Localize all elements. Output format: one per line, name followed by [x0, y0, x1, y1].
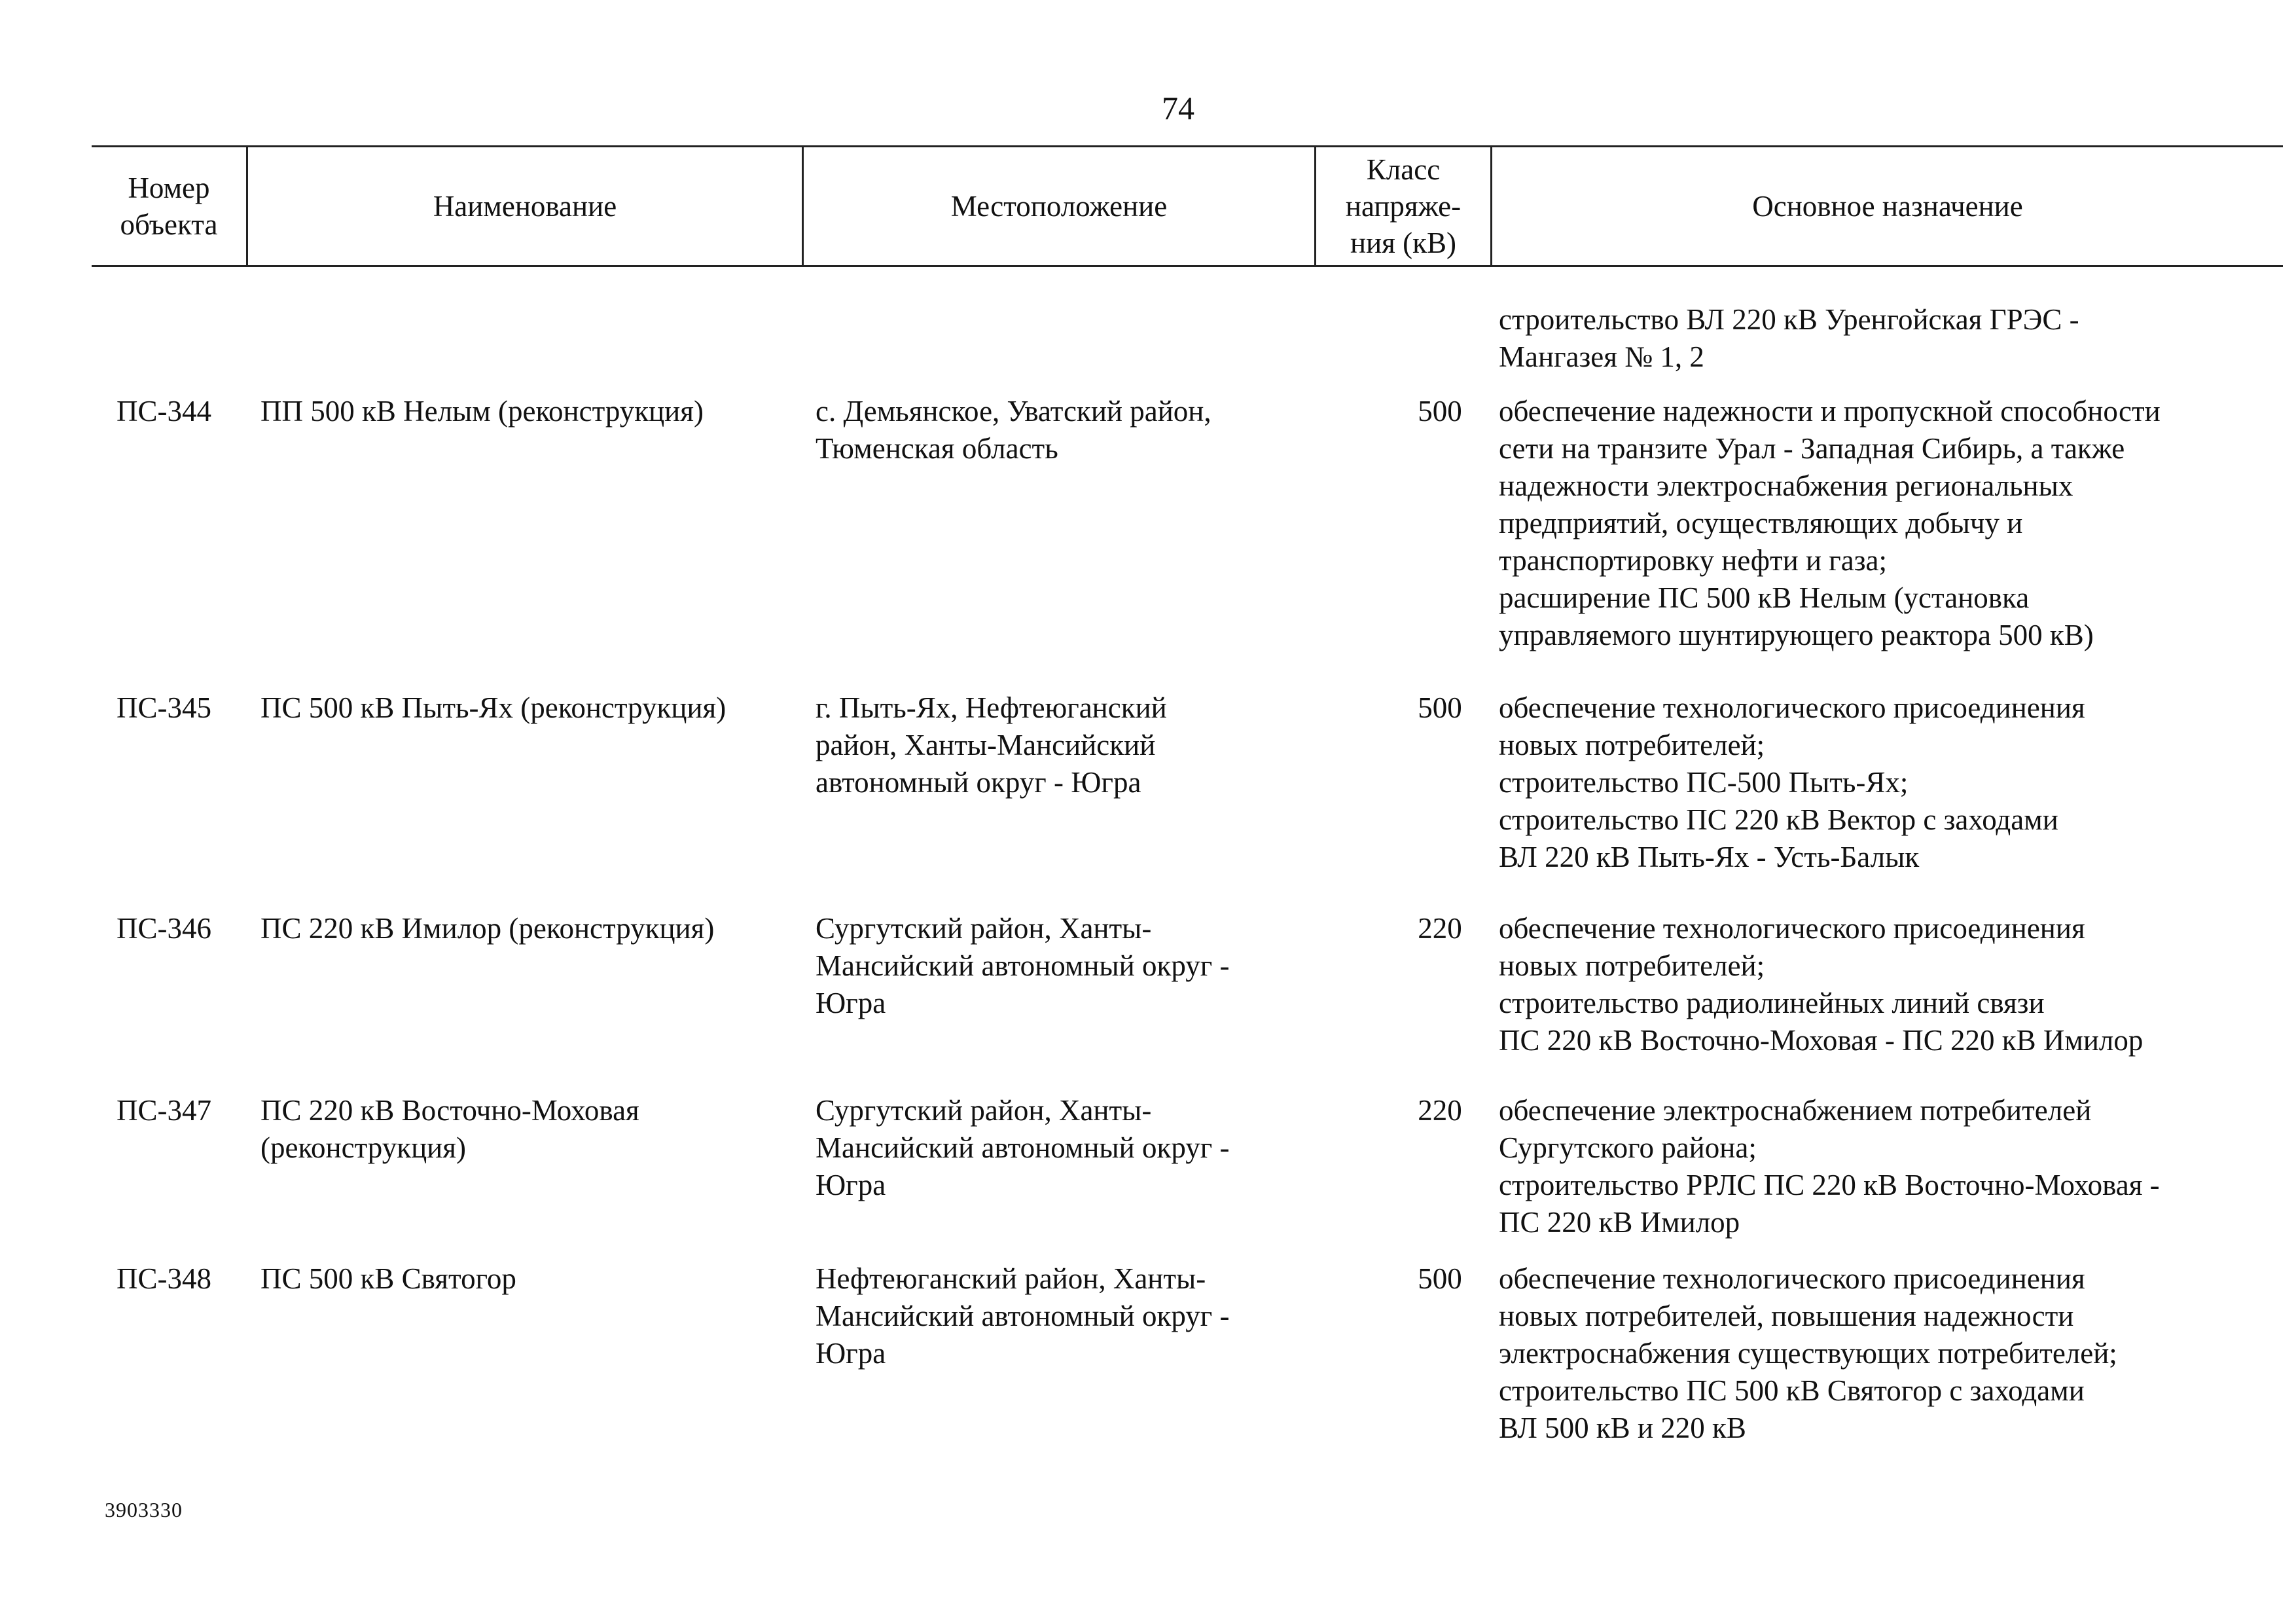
object-voltage: 500 — [1418, 691, 1462, 724]
object-location-line: район, Ханты-Мансийский — [816, 729, 1156, 761]
object-location — [816, 1092, 1313, 1204]
page-number: 74 — [1162, 90, 1194, 126]
object-purpose-line: управляемого шунтирующего реактора 500 кВ) — [1499, 619, 2094, 651]
object-purpose-line: новых потребителей, повышения надежности — [1499, 1300, 2074, 1332]
object-purpose-line: расширение ПС 500 кВ Нелым (установка — [1499, 581, 2030, 614]
object-purpose-line: электроснабжения существующих потребителей; — [1499, 1337, 2117, 1370]
object-name-line: ПС 500 кВ Пыть-Ях (реконструкция) — [260, 691, 726, 724]
object-purpose — [1499, 393, 2278, 654]
header-location: Местоположение — [950, 190, 1168, 223]
object-number: ПС-344 — [117, 395, 211, 428]
object-purpose-line: ПС 220 кВ Восточно-Моховая - ПС 220 кВ Имилор — [1499, 1024, 2144, 1057]
object-purpose — [1499, 1092, 2278, 1241]
object-location — [816, 689, 1313, 801]
object-purpose — [1499, 1260, 2278, 1447]
header-voltage-line: ния (кВ) — [1350, 227, 1456, 259]
object-number: ПС-346 — [117, 912, 211, 945]
object-voltage: 500 — [1418, 395, 1462, 428]
object-name — [260, 1260, 889, 1298]
object-purpose-line: строительство ВЛ 220 кВ Уренгойская ГРЭС - — [1499, 303, 2079, 336]
header-purpose: Основное назначение — [1752, 190, 2023, 223]
object-name-line: ПС 220 кВ Имилор (реконструкция) — [260, 912, 715, 945]
object-location — [816, 393, 1313, 467]
object-purpose-line: обеспечение технологического присоединения — [1499, 691, 2085, 724]
object-name — [260, 910, 889, 947]
header-number — [92, 147, 246, 265]
object-location-line: Югра — [816, 987, 886, 1019]
object-location — [816, 1260, 1313, 1372]
object-location — [816, 910, 1313, 1022]
object-voltage: 500 — [1418, 1262, 1462, 1295]
object-name — [260, 689, 889, 727]
object-purpose — [1499, 301, 2278, 376]
object-purpose-line: ПС 220 кВ Имилор — [1499, 1206, 1740, 1239]
object-location-line: с. Демьянское, Уватский район, — [816, 395, 1211, 428]
object-purpose-line: новых потребителей; — [1499, 729, 1765, 761]
objects-table — [92, 145, 2283, 267]
object-name-line: (реконструкция) — [260, 1131, 466, 1164]
object-purpose — [1499, 689, 2278, 876]
header-number-line: объекта — [120, 208, 218, 241]
header-number-line: Номер — [128, 172, 210, 204]
object-location-line: Сургутский район, Ханты- — [816, 912, 1152, 945]
object-purpose-line: строительство РРЛС ПС 220 кВ Восточно-Моховая - — [1499, 1169, 2160, 1201]
object-purpose-line: транспортировку нефти и газа; — [1499, 544, 1887, 577]
object-purpose — [1499, 910, 2278, 1059]
object-location-line: г. Пыть-Ях, Нефтеюганский — [816, 691, 1167, 724]
object-purpose-line: строительство ПС 220 кВ Вектор с заходами — [1499, 803, 2058, 836]
object-purpose-line: ВЛ 500 кВ и 220 кВ — [1499, 1412, 1746, 1444]
object-location-line: Тюменская область — [816, 432, 1058, 465]
object-purpose-line: новых потребителей; — [1499, 949, 1765, 982]
object-location-line: Мансийский автономный округ - — [816, 949, 1230, 982]
document-code: 3903330 — [105, 1498, 183, 1522]
object-location-line: Югра — [816, 1169, 886, 1201]
object-purpose-line: обеспечение надежности и пропускной способности — [1499, 395, 2161, 428]
object-purpose-line: Мангазея № 1, 2 — [1499, 340, 1704, 373]
header-voltage-line: Класс — [1366, 153, 1441, 186]
object-location-line: Мансийский автономный округ - — [816, 1300, 1230, 1332]
object-location-line: Югра — [816, 1337, 886, 1370]
object-purpose-line: обеспечение технологического присоединения — [1499, 912, 2085, 945]
object-number: ПС-348 — [117, 1262, 211, 1295]
object-purpose-line: Сургутского района; — [1499, 1131, 1757, 1164]
object-name-line: ПС 500 кВ Святогор — [260, 1262, 516, 1295]
object-purpose-line: строительство радиолинейных линий связи — [1499, 987, 2045, 1019]
object-name — [260, 393, 889, 430]
object-purpose-line: ВЛ 220 кВ Пыть-Ях - Усть-Балык — [1499, 841, 1920, 873]
header-voltage — [1316, 147, 1490, 265]
object-voltage: 220 — [1418, 1094, 1462, 1127]
object-purpose-line: сети на транзите Урал - Западная Сибирь, а также — [1499, 432, 2125, 465]
object-name-line: ПС 220 кВ Восточно-Моховая — [260, 1094, 639, 1127]
object-purpose-line: предприятий, осуществляющих добычу и — [1499, 507, 2023, 539]
object-location-line: Нефтеюганский район, Ханты- — [816, 1262, 1206, 1295]
table-header — [92, 145, 2283, 267]
object-purpose-line: строительство ПС-500 Пыть-Ях; — [1499, 766, 1909, 799]
object-purpose-line: надежности электроснабжения региональных — [1499, 469, 2073, 502]
object-location-line: Мансийский автономный округ - — [816, 1131, 1230, 1164]
object-voltage: 220 — [1418, 912, 1462, 945]
header-name: Наименование — [433, 190, 617, 223]
object-purpose-line: обеспечение технологического присоединения — [1499, 1262, 2085, 1295]
object-name-line: ПП 500 кВ Нелым (реконструкция) — [260, 395, 704, 428]
object-purpose-line: обеспечение электроснабжением потребителей — [1499, 1094, 2092, 1127]
object-number: ПС-347 — [117, 1094, 211, 1127]
object-purpose-line: строительство ПС 500 кВ Святогор с заходами — [1499, 1374, 2085, 1407]
object-location-line: автономный округ - Югра — [816, 766, 1141, 799]
object-location-line: Сургутский район, Ханты- — [816, 1094, 1152, 1127]
object-name — [260, 1092, 889, 1167]
object-number: ПС-345 — [117, 691, 211, 724]
header-voltage-line: напряже- — [1345, 190, 1462, 223]
